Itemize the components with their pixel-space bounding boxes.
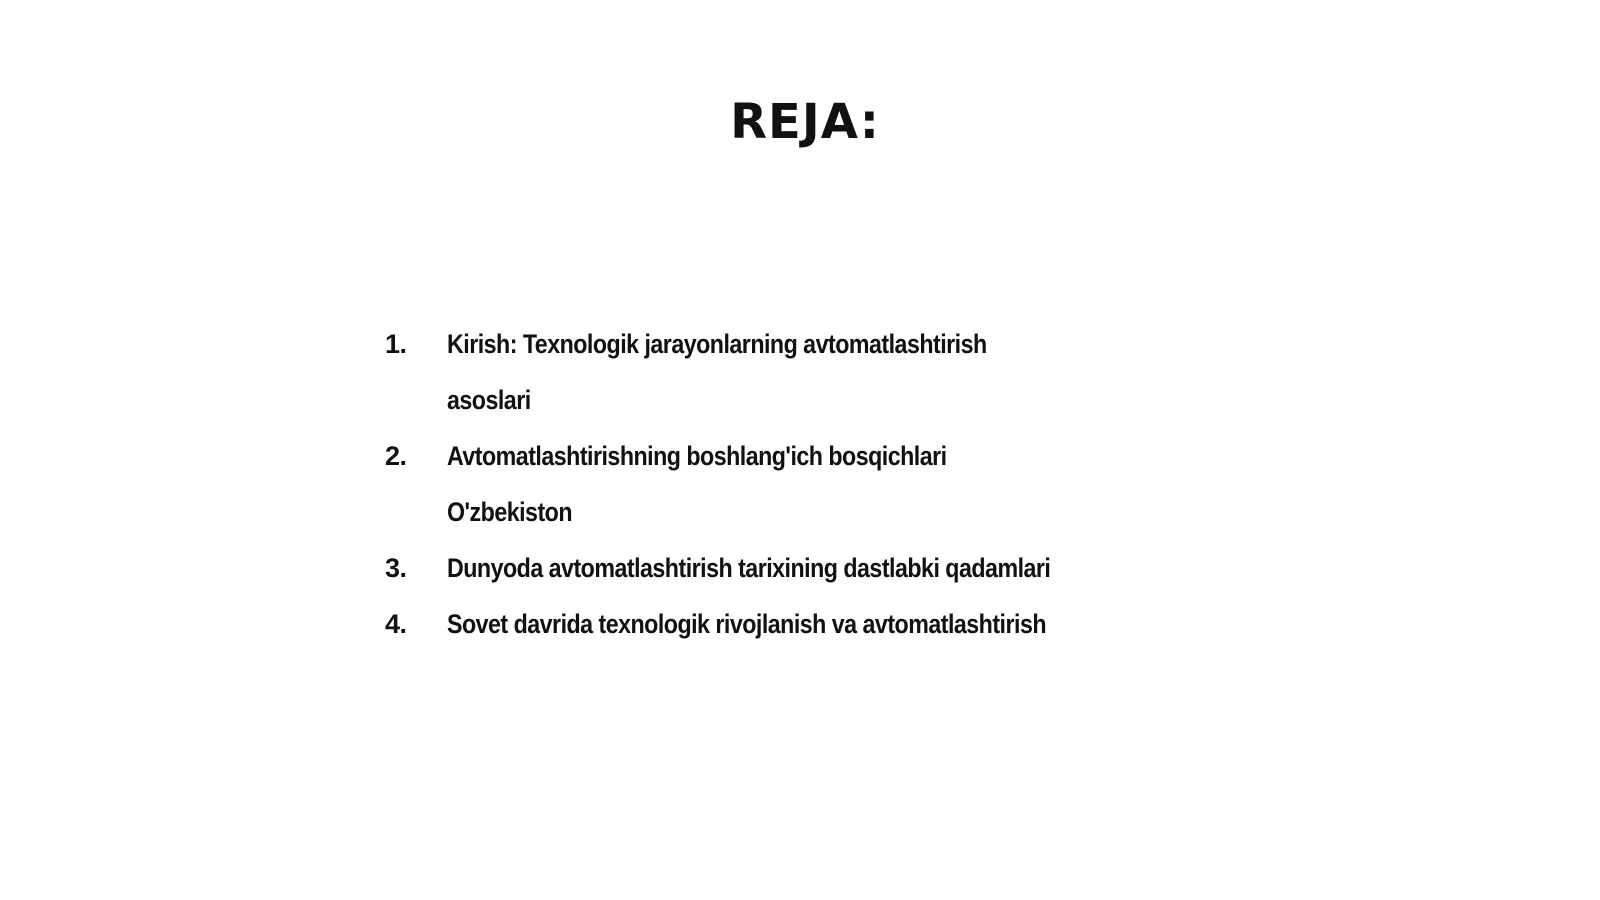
list-item-text xyxy=(447,540,1064,596)
list-item-number: 1. xyxy=(385,329,407,359)
list-item xyxy=(385,596,1165,652)
list-item-number: 4. xyxy=(385,609,407,639)
list-item-number: 2. xyxy=(385,441,407,471)
list-item-text xyxy=(447,428,1064,540)
list-item-line: asoslari xyxy=(447,385,531,415)
list-item xyxy=(385,428,1165,540)
list-item-line: O'zbekiston xyxy=(447,497,572,527)
slide-title: REJA: xyxy=(730,94,880,150)
list-item xyxy=(385,316,1165,428)
list-item-line: Avtomatlashtirishning boshlang'ich bosqichlari xyxy=(447,441,947,471)
list-item xyxy=(385,540,1165,596)
list-item-number: 3. xyxy=(385,553,407,583)
list-item-line: Kirish: Texnologik jarayonlarning avtomatlashtirish xyxy=(447,329,987,359)
list-item-text xyxy=(447,596,1064,652)
list-item-line: Sovet davrida texnologik rivojlanish va avtomatlashtirish xyxy=(447,609,1047,639)
list-item-text xyxy=(447,316,1064,428)
list-item-line: Dunyoda avtomatlashtirish tarixining dastlabki qadamlari xyxy=(447,553,1051,583)
plan-list xyxy=(385,316,1165,652)
